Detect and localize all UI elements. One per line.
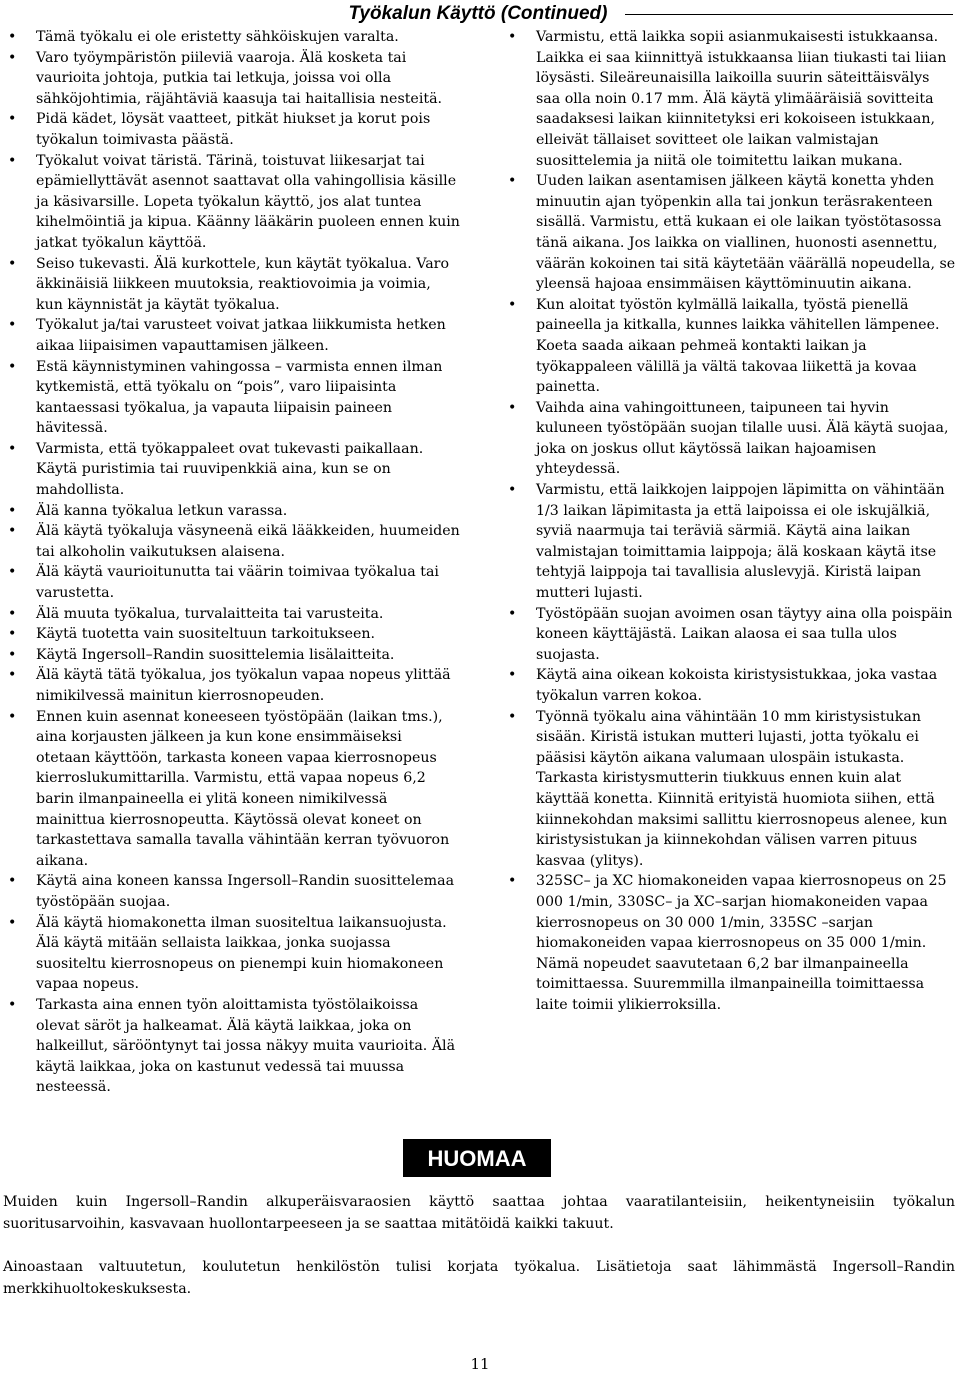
bullet-icon: • bbox=[8, 626, 17, 643]
bullet-text: Kun aloitat työstön kylmällä laikalla, työstä pienellä paineella ja kitkalla, kunnes laikka vähitellen lämpenee. Koeta saada aikaan pehmeä kontakti laikan ja työkappaleen välillä ja vältä takovaa liikettä ja kovaa painetta. bbox=[536, 296, 940, 396]
bullet-item bbox=[508, 871, 956, 1015]
bullet-text: Pidä kädet, löysät vaatteet, pitkät hiukset ja korut pois työkalun toimivasta päästä. bbox=[36, 111, 431, 148]
bullet-item bbox=[8, 562, 460, 603]
bullet-text: Työnnä työkalu aina vähintään 10 mm kiristysistukan sisään. Kiristä istukan mutteri lujasti, jotta työkalu ei pääsisi käytön aikana valumaan ulospäin istukasta. Tarkasta kiristysmutterin tiukkuus ennen kuin alat käyttää konetta. Kiinnitä erityistä huomiota siihen, että kiinnekohdan maksimi sallittu kierrosnopeus alenee, kun kiristysistukan ja kiinnekohdan välisen varren pituus kasvaa (ylitys). bbox=[536, 708, 948, 869]
bullet-item bbox=[8, 109, 460, 150]
bullet-item bbox=[8, 315, 460, 356]
bullet-text: Älä käytä tätä työkalua, jos työkalun vapaa nopeus ylittää nimikilvessä mainitun kierrosnopeuden. bbox=[36, 667, 451, 704]
left-column bbox=[8, 27, 460, 1098]
bullet-text: Tarkasta aina ennen työn aloittamista työstölaikoissa olevat säröt ja halkeamat. Älä käytä laikkaa, joka on halkeillut, särööntynyt tai jossa näkyy muita vaurioita. Älä käytä laikkaa, joka on kastunut vedessä tai muussa nesteessä. bbox=[36, 996, 456, 1096]
bullet-icon: • bbox=[8, 605, 17, 622]
bullet-item bbox=[508, 707, 956, 872]
bullet-text: 325SC– ja XC hiomakoneiden vapaa kierrosnopeus on 25 000 1/min, 330SC– ja XC–sarjan hiomakoneiden vapaa kierrosnopeus on 30 000 1/min, 335SC –sarjan hiomakoneiden vapaa kierrosnopeus on 35 000 1/min. Nämä nopeudet saavutetaan 6,2 bar ilmanpaineella toimittaessa. Suuremmilla ilmanpaineilla toimittaessa laite toimii ylikierroksilla. bbox=[536, 873, 947, 1013]
bullet-icon: • bbox=[8, 440, 17, 457]
bullet-icon: • bbox=[508, 667, 517, 684]
bullet-icon: • bbox=[8, 49, 17, 66]
bullet-icon: • bbox=[8, 646, 17, 663]
bullet-icon: • bbox=[8, 667, 17, 684]
bullet-text: Käytä Ingersoll–Randin suosittelemia lisälaitteita. bbox=[36, 646, 395, 663]
bullet-item bbox=[508, 27, 956, 171]
bullet-icon: • bbox=[8, 502, 17, 519]
bullet-text: Työkalut ja/tai varusteet voivat jatkaa liikkumista hetken aikaa liipaisimen vapauttamisen jälkeen. bbox=[36, 317, 446, 354]
bullet-item bbox=[508, 398, 956, 480]
notice-paragraph-parts: Muiden kuin Ingersoll–Randin alkuperäisvaraosien käyttö saattaa johtaa vaaratilanteisiin, heikentyneisiin työkalun suoritusarvoihin, kasvavaan huollontarpeeseen ja se saattaa mitätöidä kaikki takuut. bbox=[3, 1194, 955, 1232]
bullet-icon: • bbox=[508, 605, 517, 622]
bullet-item bbox=[8, 707, 460, 872]
bullet-icon: • bbox=[508, 873, 517, 890]
bullet-item bbox=[8, 665, 460, 706]
bullet-item bbox=[8, 27, 460, 48]
bullet-item bbox=[8, 254, 460, 316]
bullet-icon: • bbox=[508, 482, 517, 499]
bullet-icon: • bbox=[508, 708, 517, 725]
bullet-icon: • bbox=[508, 29, 517, 45]
bullet-item bbox=[508, 295, 956, 398]
bullet-item bbox=[8, 995, 460, 1098]
bullet-text: Käytä tuotetta vain suositeltuun tarkoitukseen. bbox=[36, 626, 376, 643]
bullet-text: Varo työympäristön piileviä vaaroja. Älä kosketa tai vaurioita johtoja, putkia tai letkuja, joissa voi olla sähköjohtimia, räjähtäviä kaasuja tai haitallisia nesteitä. bbox=[36, 49, 443, 107]
notice-paragraph-service: Ainoastaan valtuutetun, koulutetun henkilöstön tulisi korjata työkalua. Lisätietoja saat lähimmästä Ingersoll–Randin merkkihuoltokeskuksesta. bbox=[3, 1259, 955, 1297]
right-column bbox=[508, 27, 956, 1016]
bullet-item bbox=[508, 480, 956, 604]
bullet-text: Työstöpään suojan avoimen osan täytyy aina olla poispäin koneen käyttäjästä. Laikan alaosa ei saa tulla ulos suojasta. bbox=[536, 605, 953, 663]
bullet-icon: • bbox=[8, 255, 17, 272]
bullet-icon: • bbox=[508, 173, 517, 190]
bullet-text: Älä käytä työkaluja väsyneenä eikä lääkkeiden, huumeiden tai alkoholin vaikutuksen alaisena. bbox=[36, 523, 460, 560]
bullet-text: Käytä aina koneen kanssa Ingersoll–Randin suosittelemaa työstöpään suojaa. bbox=[36, 873, 455, 910]
bullet-text: Älä kanna työkalua letkun varassa. bbox=[36, 502, 288, 519]
bullet-text: Älä käytä vaurioitunutta tai väärin toimivaa työkalua tai varustetta. bbox=[36, 564, 439, 602]
bullet-icon: • bbox=[8, 358, 17, 375]
bullet-text: Älä käytä hiomakonetta ilman suositeltua laikansuojusta. Älä käytä mitään sellaista laikkaa, jonka suojassa suositeltu kierrosnopeus on pienempi kuin hiomakoneen vapaa nopeus. bbox=[36, 914, 447, 993]
bullet-text: Ennen kuin asennat koneeseen työstöpään (laikan tms.), aina korjausten jälkeen ja kun kone ensimmäiseksi otetaan käyttöön, tarkasta koneen vapaa kierrosnopeus kierroslukumittarilla. Varmistu, että vapaa nopeus 6,2 barin ilmanpaineella ei ylitä koneen nimikilvessä mainittua kierrosnopeutta. Käytössä olevat koneet on tarkastettava samalla tavalla vähintään kerran työvuoron aikana. bbox=[36, 708, 450, 869]
bullet-text: Älä muuta työkalua, turvalaitteita tai varusteita. bbox=[36, 605, 384, 622]
bullet-item bbox=[8, 645, 460, 666]
bullet-item bbox=[8, 48, 460, 110]
bullet-item bbox=[8, 501, 460, 522]
bullet-text: Estä käynnistyminen vahingossa – varmista ennen ilman kytkemistä, että työkalu on “pois”, varo liipaisinta kantaessasi työkalua, ja vapauta liipaisin paineen hävitessä. bbox=[36, 358, 443, 437]
page-number: 11 bbox=[470, 1355, 490, 1373]
notice-heading: HUOMAA bbox=[403, 1139, 551, 1177]
bullet-text: Varmistu, että laikkojen laippojen läpimitta on vähintään 1/3 laikan läpimitasta ja että laipoissa ei ole iskujälkiä, syviä naarmuja tai teräviä särmiä. Käytä aina laikan valmistajan toimittamia laippoja; älä koskaan käytä itse tehtyjä laippoja tai tavallisia aluslevyjä. Kiristä laipan mutteri lujasti. bbox=[536, 482, 945, 602]
bullet-item bbox=[508, 665, 956, 706]
bullet-item bbox=[8, 624, 460, 645]
bullet-icon: • bbox=[8, 708, 17, 725]
bullet-text: Tämä työkalu ei ole eristetty sähköiskujen varalta. bbox=[36, 29, 399, 45]
bullet-icon: • bbox=[8, 996, 17, 1013]
bullet-text: Uuden laikan asentamisen jälkeen käytä konetta yhden minuutin ajan työpenkin alla tai jonkun teräsrakenteen sisällä. Varmistu, että kukaan ei ole laikan työstötasossa tänä aikana. Jos laikka on viallinen, huonosti asennettu, väärän kokoinen tai sitä käytetään väärällä nopeudella, se yleensä hajoaa ensimmäisen käyttöminuutin aikana. bbox=[536, 173, 956, 293]
bullet-item bbox=[508, 171, 956, 295]
bullet-item bbox=[8, 913, 460, 995]
bullet-text: Käytä aina oikean kokoista kiristysistukkaa, joka vastaa työkalun varren kokoa. bbox=[536, 667, 938, 704]
bullet-item bbox=[8, 871, 460, 912]
bullet-item bbox=[8, 151, 460, 254]
bullet-text: Vaihda aina vahingoittuneen, taipuneen tai hyvin kuluneen työstöpään suojan tilalle uusi. Älä käytä suojaa, joka on joskus ollut käytössä laikan hajoamisen yhteydessä. bbox=[536, 399, 949, 478]
bullet-item bbox=[8, 439, 460, 501]
bullet-icon: • bbox=[508, 399, 517, 416]
page-header bbox=[0, 2, 960, 26]
bullet-item bbox=[8, 357, 460, 439]
bullet-icon: • bbox=[8, 564, 17, 581]
page-title: Työkalun Käyttö (Continued) bbox=[348, 3, 608, 24]
bullet-icon: • bbox=[8, 29, 17, 45]
bullet-item bbox=[508, 604, 956, 666]
bullet-icon: • bbox=[8, 152, 17, 169]
bullet-icon: • bbox=[508, 296, 517, 313]
bullet-text: Varmista, että työkappaleet ovat tukevasti paikallaan. Käytä puristimia tai ruuvipenkkiä aina, kun se on mahdollista. bbox=[36, 440, 424, 499]
bullet-icon: • bbox=[8, 111, 17, 128]
bullet-text: Seiso tukevasti. Älä kurkottele, kun käytät työkalua. Varo äkkinäisiä liikkeen muutoksia, reaktiovoimia ja voimia, kun käynnistät ja käytät työkalua. bbox=[36, 255, 450, 313]
bullet-icon: • bbox=[8, 914, 17, 931]
bullet-icon: • bbox=[8, 523, 17, 540]
bullet-item bbox=[8, 604, 460, 625]
bullet-icon: • bbox=[8, 317, 17, 334]
bullet-text: Varmistu, että laikka sopii asianmukaisesti istukkaansa. Laikka ei saa kiinnittyä istukkaansa liian tiukasti tai liian löysästi. Sileäreunaisilla laikoilla suurin säteittäisvälys saa olla noin 0.17 mm. Älä käytä ylimääräisiä sovitteita saadaksesi laikan kiinnitetyksi eri kokoiseen istukkaan, elleivät tällaiset sovitteet ole laikan valmistajan suosittelemia ja niitä ole toimitettu laikan mukana. bbox=[536, 29, 947, 169]
bullet-text: Työkalut voivat täristä. Tärinä, toistuvat liikesarjat tai epämiellyttävät asennot saattavat olla vahingollisia käsille ja käsivarsille. Lopeta työkalun käyttö, jos alat tuntea kihelmöintiä ja kipua. Käänny lääkärin puoleen ennen kuin jatkat työkalun käyttöä. bbox=[36, 152, 460, 251]
bullet-icon: • bbox=[8, 873, 17, 890]
header-rule-right bbox=[625, 14, 953, 15]
bullet-item bbox=[8, 521, 460, 562]
